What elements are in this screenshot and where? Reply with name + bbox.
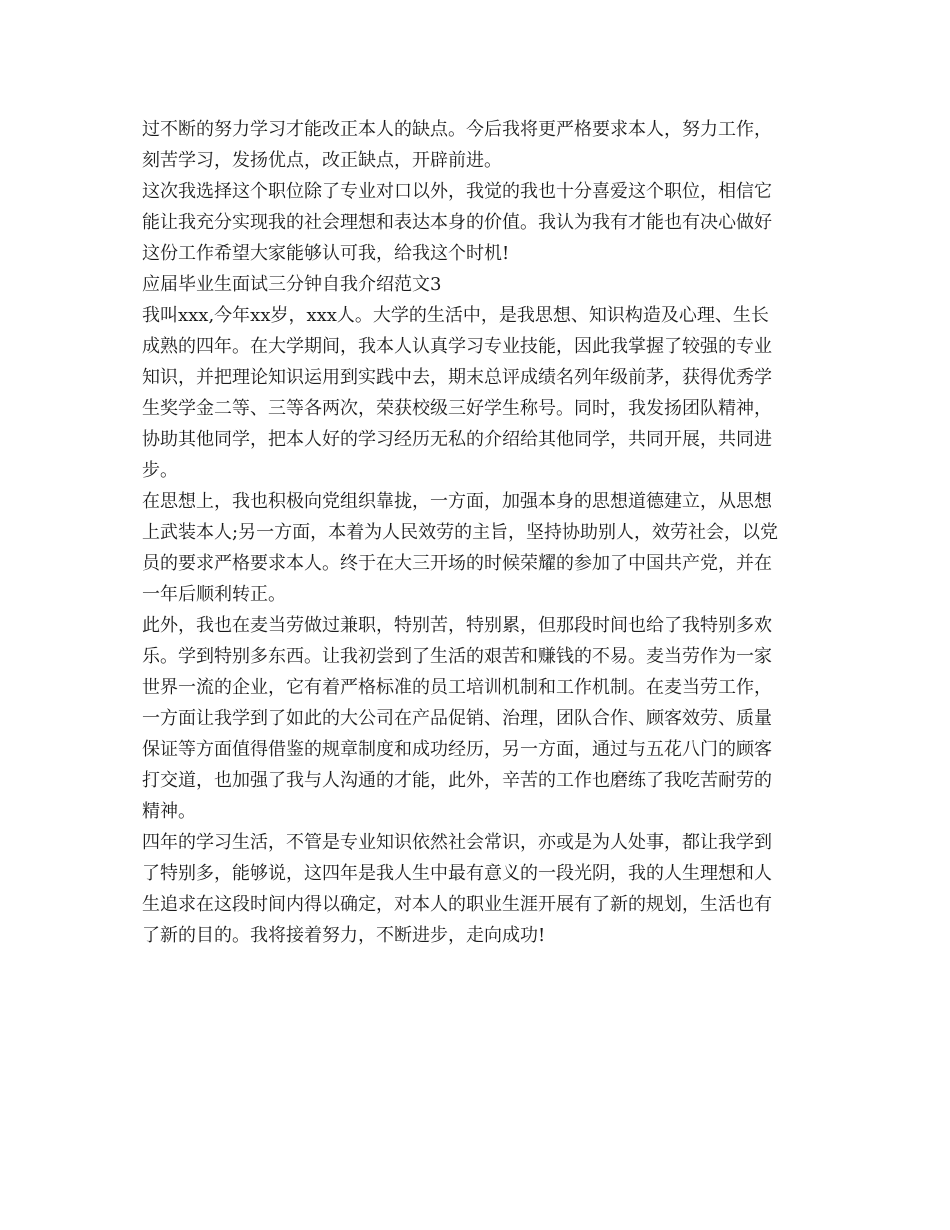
text-line: 刻苦学习，发扬优点，改正缺点，开辟前进。 xyxy=(142,150,502,171)
text-line: 步。 xyxy=(142,460,178,481)
text-line: 我叫xxx,今年xx岁，xxx人。大学的生活中，是我思想、知识构造及心理、生长 xyxy=(142,305,769,326)
text-line: 一年后顺利转正。 xyxy=(142,584,286,605)
text-line: 打交道，也加强了我与人沟通的才能，此外，辛苦的工作也磨练了我吃苦耐劳的 xyxy=(142,770,772,791)
text-line: 保证等方面值得借鉴的规章制度和成功经历，另一方面，通过与五花八门的顾客 xyxy=(142,739,772,760)
text-line: 知识，并把理论知识运用到实践中去，期末总评成绩名列年级前茅，获得优秀学 xyxy=(142,367,772,388)
text-line: 乐。学到特别多东西。让我初尝到了生活的艰苦和赚钱的不易。麦当劳作为一家 xyxy=(142,646,772,667)
text-line: 成熟的四年。在大学期间，我本人认真学习专业技能，因此我掌握了较强的专业 xyxy=(142,336,772,357)
document-body xyxy=(142,114,807,951)
text-line: 了新的目的。我将接着努力，不断进步，走向成功! xyxy=(142,925,546,946)
text-line: 过不断的努力学习才能改正本人的缺点。今后我将更严格要求本人，努力工作， xyxy=(142,119,772,140)
text-line: 能让我充分实现我的社会理想和表达本身的价值。我认为我有才能也有决心做好 xyxy=(142,212,772,233)
text-line: 员的要求严格要求本人。终于在大三开场的时候荣耀的参加了中国共产党，并在 xyxy=(142,553,772,574)
text-line: 生追求在这段时间内得以确定，对本人的职业生涯开展有了新的规划，生活也有 xyxy=(142,894,772,915)
text-line: 世界一流的企业，它有着严格标准的员工培训机制和工作机制。在麦当劳工作， xyxy=(142,677,772,698)
text-line: 四年的学习生活，不管是专业知识依然社会常识，亦或是为人处事，都让我学到 xyxy=(142,832,772,853)
text-line: 这份工作希望大家能够认可我，给我这个时机! xyxy=(142,243,510,264)
text-line: 协助其他同学，把本人好的学习经历无私的介绍给其他同学，共同开展，共同进 xyxy=(142,429,772,450)
text-line: 上武装本人;另一方面，本着为人民效劳的主旨，坚持协助别人，效劳社会，以党 xyxy=(142,522,779,543)
text-line: 这次我选择这个职位除了专业对口以外，我觉的我也十分喜爱这个职位，相信它 xyxy=(142,181,772,202)
paragraph-conclusion xyxy=(142,114,807,176)
text-line: 精神。 xyxy=(142,801,196,822)
paragraph-work-experience xyxy=(142,610,807,827)
text-line: 了特别多，能够说，这四年是我人生中最有意义的一段光阴，我的人生理想和人 xyxy=(142,863,772,884)
section-title: 应届毕业生面试三分钟自我介绍范文3 xyxy=(142,274,442,295)
paragraph-introduction xyxy=(142,300,807,486)
text-line: 在思想上，我也积极向党组织靠拢，一方面，加强本身的思想道德建立，从思想 xyxy=(142,491,772,512)
text-line: 一方面让我学到了如此的大公司在产品促销、治理，团队合作、顾客效劳、质量 xyxy=(142,708,772,729)
text-line: 此外，我也在麦当劳做过兼职，特别苦，特别累，但那段时间也给了我特别多欢 xyxy=(142,615,772,636)
paragraph-job-choice xyxy=(142,176,807,269)
section-heading xyxy=(142,269,807,300)
paragraph-summary xyxy=(142,827,807,951)
paragraph-ideology xyxy=(142,486,807,610)
text-line: 生奖学金二等、三等各两次，荣获校级三好学生称号。同时，我发扬团队精神， xyxy=(142,398,772,419)
